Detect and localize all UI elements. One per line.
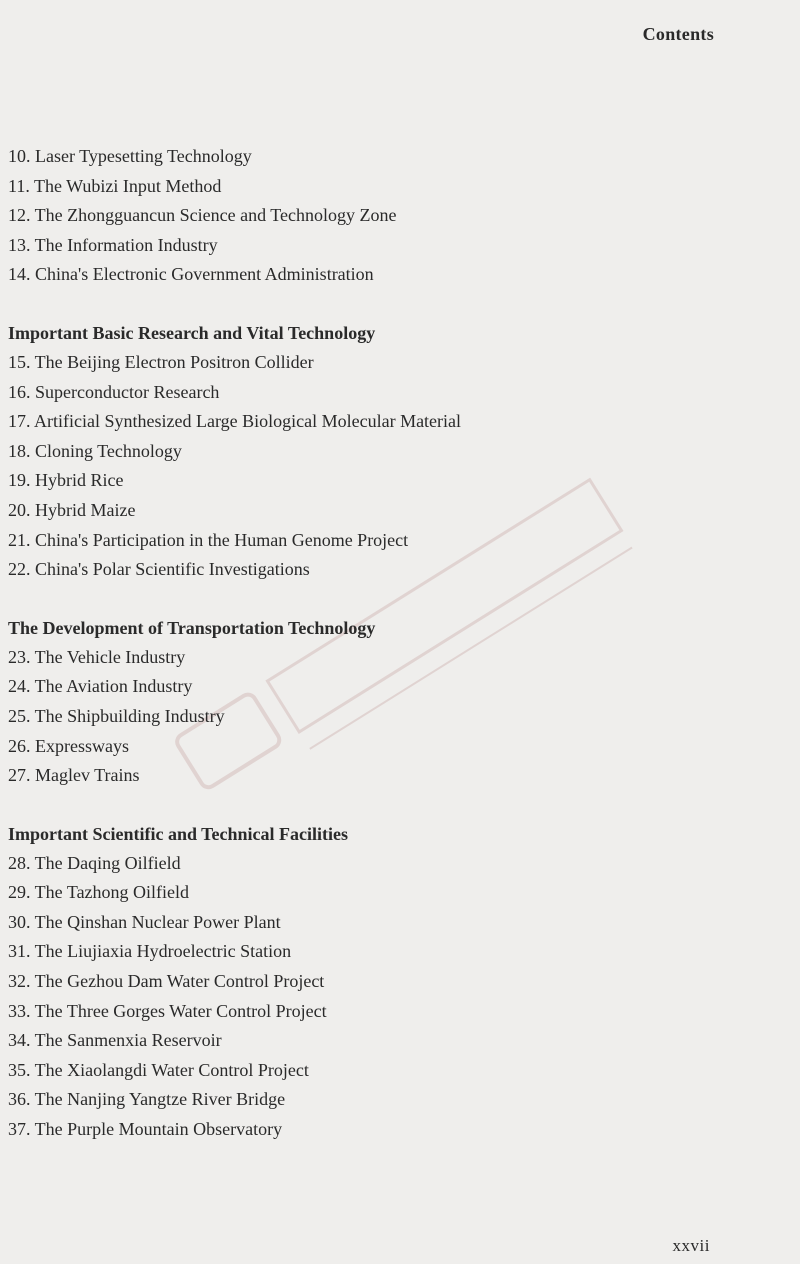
toc-entry[interactable]: 36. The Nanjing Yangtze River Bridge	[8, 1089, 286, 1110]
running-head: Contents	[642, 24, 714, 44]
table-of-contents	[8, 142, 760, 1145]
toc-entry[interactable]: 28. The Daqing Oilfield	[8, 852, 181, 873]
toc-entry[interactable]: 35. The Xiaolangdi Water Control Project	[8, 1059, 309, 1080]
toc-entry[interactable]: 21. China's Participation in the Human Genome Project	[8, 529, 409, 550]
toc-entry[interactable]: 11. The Wubizi Input Method	[8, 175, 222, 196]
section-heading: Important Basic Research and Vital Technology	[8, 322, 376, 343]
section-heading: Important Scientific and Technical Facilities	[8, 823, 348, 844]
toc-entry[interactable]: 32. The Gezhou Dam Water Control Project	[8, 971, 325, 992]
toc-entry[interactable]: 29. The Tazhong Oilfield	[8, 882, 190, 903]
toc-entry[interactable]: 14. China's Electronic Government Administration	[8, 264, 374, 285]
page-number: xxvii	[672, 1236, 710, 1255]
toc-entry[interactable]: 18. Cloning Technology	[8, 440, 182, 461]
toc-entry[interactable]: 19. Hybrid Rice	[8, 470, 124, 491]
toc-entry[interactable]: 37. The Purple Mountain Observatory	[8, 1119, 283, 1140]
toc-entry[interactable]: 30. The Qinshan Nuclear Power Plant	[8, 911, 281, 932]
toc-section-2	[8, 318, 760, 585]
toc-entry[interactable]: 16. Superconductor Research	[8, 381, 220, 402]
toc-entry[interactable]: 13. The Information Industry	[8, 234, 218, 255]
toc-entry[interactable]: 24. The Aviation Industry	[8, 676, 193, 697]
toc-section-4	[8, 819, 760, 1145]
toc-entry[interactable]: 10. Laser Typesetting Technology	[8, 146, 252, 166]
section-heading: The Development of Transportation Technology	[8, 617, 376, 638]
toc-entry[interactable]: 25. The Shipbuilding Industry	[8, 705, 225, 726]
toc-entry[interactable]: 15. The Beijing Electron Positron Collider	[8, 351, 314, 372]
toc-entry[interactable]: 17. Artificial Synthesized Large Biological Molecular Material	[8, 411, 462, 432]
toc-entry[interactable]: 26. Expressways	[8, 735, 129, 756]
toc-entry[interactable]: 23. The Vehicle Industry	[8, 646, 186, 667]
toc-entry[interactable]: 22. China's Polar Scientific Investigations	[8, 559, 310, 580]
toc-entry[interactable]: 31. The Liujiaxia Hydroelectric Station	[8, 941, 292, 962]
toc-entry[interactable]: 34. The Sanmenxia Reservoir	[8, 1030, 222, 1051]
toc-entry[interactable]: 33. The Three Gorges Water Control Project	[8, 1000, 327, 1021]
toc-entry[interactable]: 27. Maglev Trains	[8, 765, 140, 786]
toc-entry[interactable]: 20. Hybrid Maize	[8, 499, 136, 520]
toc-section-1	[8, 142, 760, 290]
toc-entry[interactable]: 12. The Zhongguancun Science and Technology Zone	[8, 205, 397, 226]
toc-section-3	[8, 613, 760, 791]
